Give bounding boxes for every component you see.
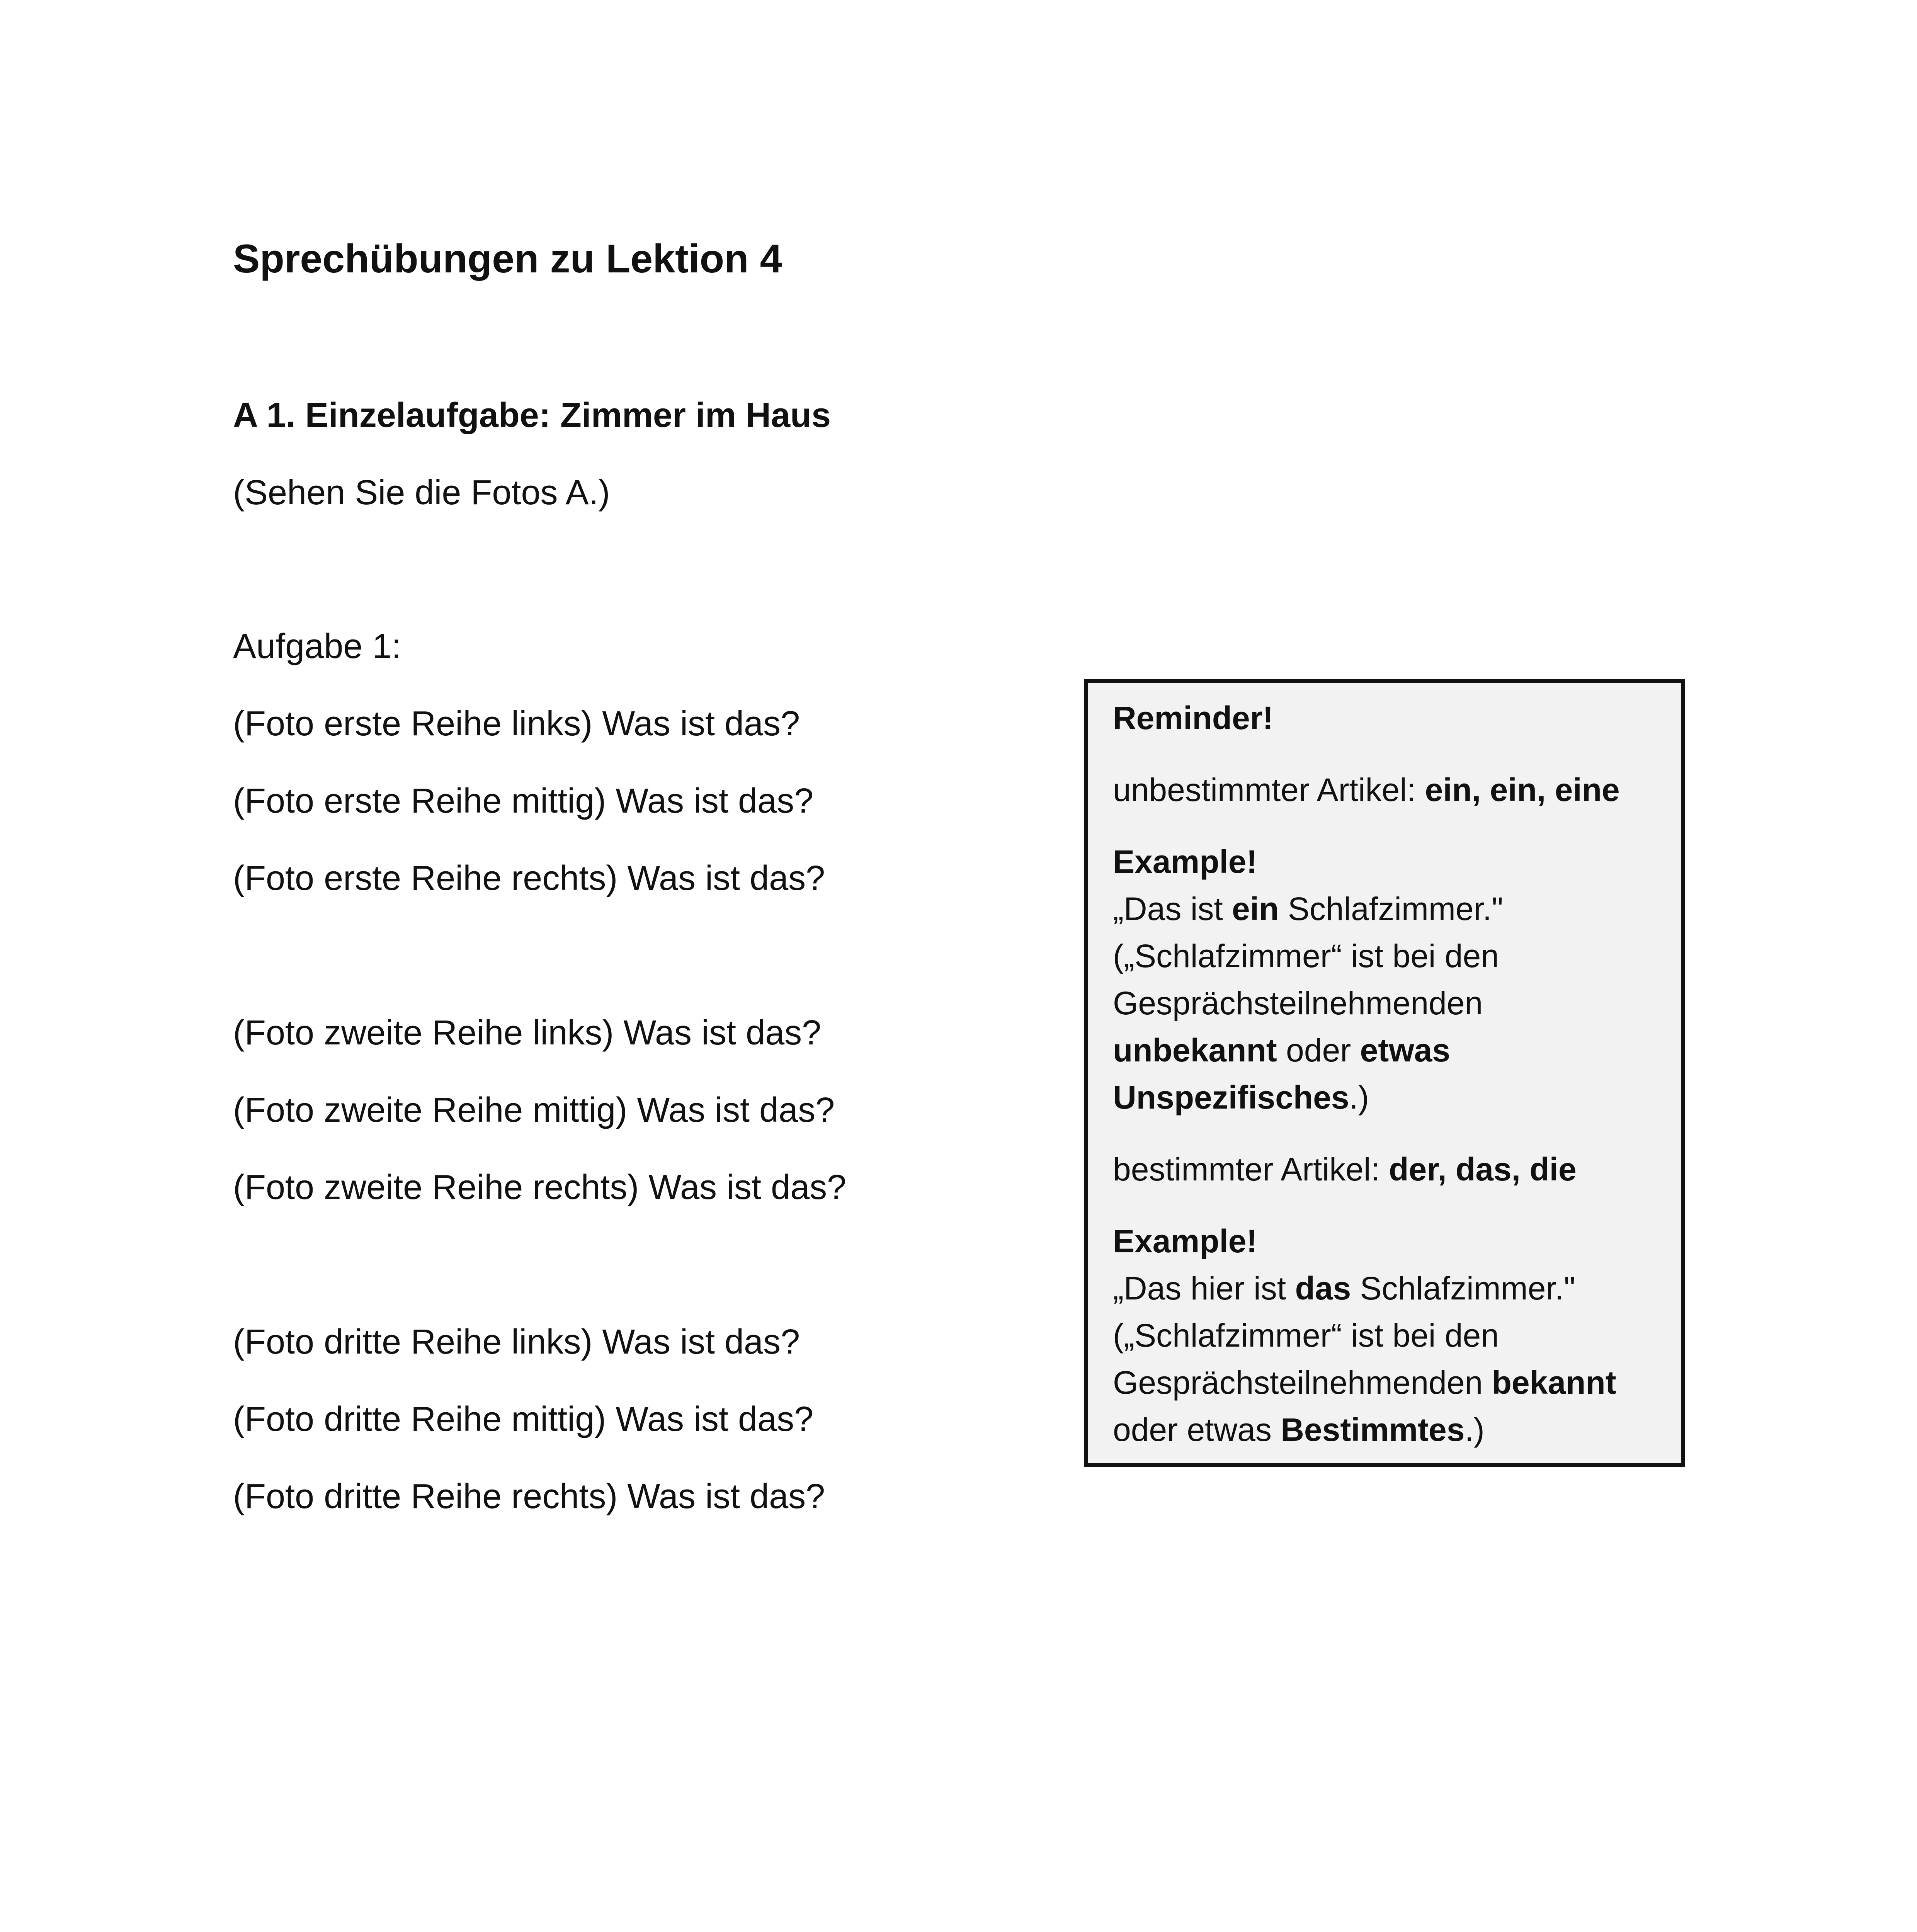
section-heading: A 1. Einzelaufgabe: Zimmer im Haus [233, 396, 831, 435]
page-title: Sprechübungen zu Lektion 4 [233, 236, 782, 281]
example-2-explanation-line: Gesprächsteilnehmenden bekannt [1113, 1364, 1616, 1401]
question-row1-middle: (Foto erste Reihe mittig) Was ist das? [233, 782, 814, 820]
indefinite-article-line: unbestimmter Artikel: ein, ein, eine [1113, 772, 1620, 808]
question-row3-left: (Foto dritte Reihe links) Was ist das? [233, 1323, 800, 1361]
question-row2-left: (Foto zweite Reihe links) Was ist das? [233, 1014, 822, 1052]
question-row2-middle: (Foto zweite Reihe mittig) Was ist das? [233, 1091, 835, 1129]
example-2-explanation-line: oder etwas Bestimmtes.) [1113, 1412, 1485, 1448]
question-row2-right: (Foto zweite Reihe rechts) Was ist das? [233, 1168, 847, 1207]
task-label: Aufgabe 1: [233, 627, 401, 666]
reminder-box [1084, 679, 1685, 1467]
question-row1-right: (Foto erste Reihe rechts) Was ist das? [233, 859, 825, 898]
example-1-explanation-line: Unspezifisches.) [1113, 1079, 1369, 1116]
question-row3-right: (Foto dritte Reihe rechts) Was ist das? [233, 1477, 825, 1516]
example-2-sentence: „Das hier ist das Schlafzimmer." [1113, 1270, 1575, 1306]
example-label-1: Example! [1113, 844, 1257, 880]
example-1-explanation-line: Gesprächsteilnehmenden [1113, 985, 1483, 1021]
example-label-2: Example! [1113, 1223, 1257, 1259]
example-1-explanation-line: unbekannt oder etwas [1113, 1032, 1450, 1068]
reminder-heading: Reminder! [1113, 700, 1274, 736]
question-row1-left: (Foto erste Reihe links) Was ist das? [233, 704, 800, 743]
question-row3-middle: (Foto dritte Reihe mittig) Was ist das? [233, 1400, 814, 1439]
instruction-text: (Sehen Sie die Fotos A.) [233, 473, 610, 512]
example-1-explanation-line: („Schlafzimmer“ ist bei den [1113, 938, 1499, 974]
example-1-sentence: „Das ist ein Schlafzimmer." [1113, 891, 1504, 927]
definite-article-line: bestimmter Artikel: der, das, die [1113, 1151, 1577, 1187]
example-2-explanation-line: („Schlafzimmer“ ist bei den [1113, 1317, 1499, 1354]
